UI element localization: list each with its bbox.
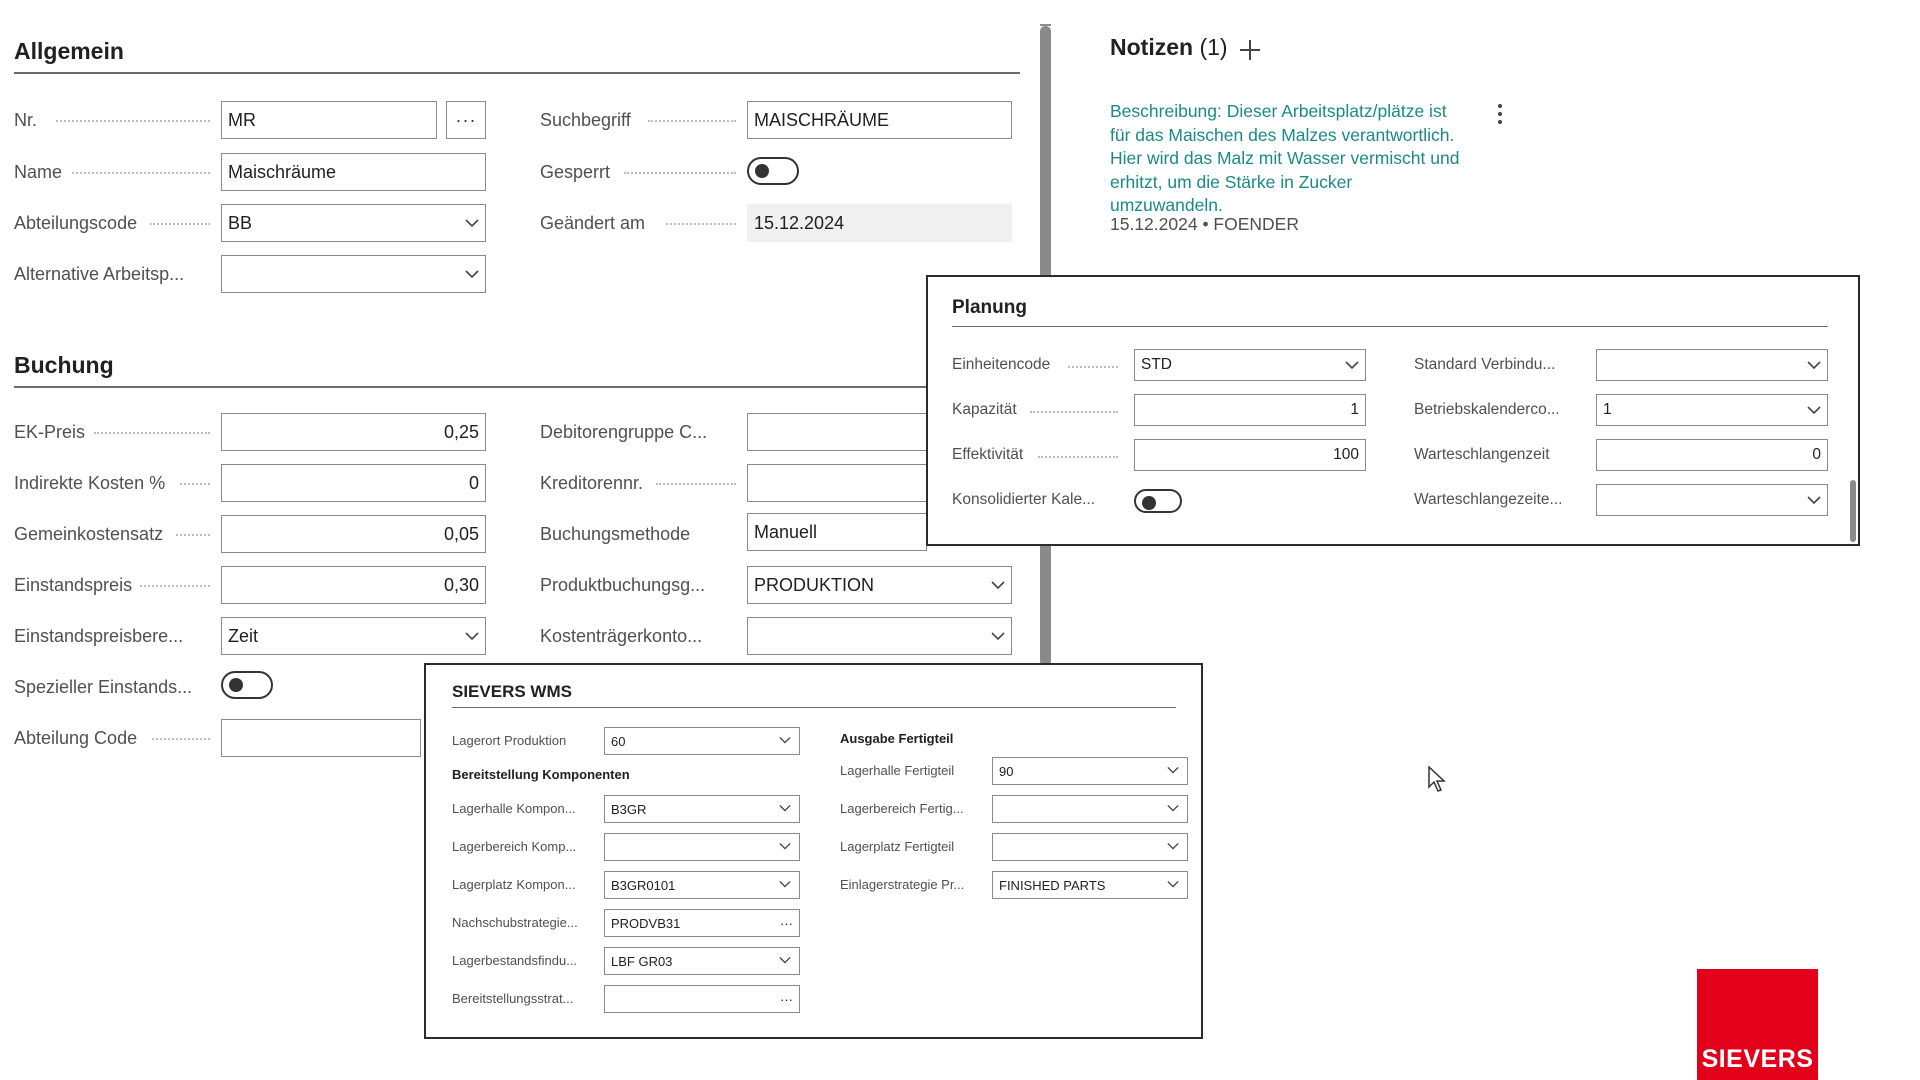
- abteilung-code-input[interactable]: [221, 719, 421, 757]
- bereitstellung-heading: Bereitstellung Komponenten: [452, 767, 630, 782]
- warteschlangenzeit-label: Warteschlangenzeit: [1414, 446, 1550, 463]
- standard-verbindung-label: Standard Verbindu...: [1414, 356, 1556, 373]
- note-text[interactable]: Beschreibung: Dieser Arbeitsplatz/plätze ist für das Maischen des Malzes verantwortlich. Hier wird das Malz mit Wasser vermischt und erhitzt, um die Stärke in Zucker umzuwandeln.: [1110, 101, 1460, 215]
- einstandspreisberechnung-select[interactable]: Zeit: [221, 617, 486, 655]
- nr-assist-button[interactable]: ···: [446, 101, 486, 139]
- name-input[interactable]: Maischräume: [221, 153, 486, 191]
- chevron-down-icon: [1807, 358, 1821, 372]
- chevron-down-icon: [779, 878, 793, 892]
- buchungsmethode-label: Buchungsmethode: [540, 524, 691, 544]
- leader-dots: [150, 223, 210, 225]
- leader-dots: [56, 120, 210, 122]
- leader-dots: [72, 172, 210, 174]
- abteilungscode-select[interactable]: BB: [221, 204, 486, 242]
- leader-dots: [656, 483, 736, 485]
- lagerplatz-komponenten-label: Lagerplatz Kompon...: [452, 877, 576, 892]
- panel-scrollbar[interactable]: [1850, 480, 1856, 542]
- assist-button[interactable]: ···: [780, 991, 793, 1007]
- nr-label: Nr.: [14, 110, 38, 130]
- kostentraegerkonto-label: Kostenträgerkonto...: [540, 626, 703, 646]
- kapazitaet-input[interactable]: 1: [1134, 394, 1366, 426]
- lagerplatz-fertigteil-select[interactable]: [992, 833, 1188, 861]
- lagerort-produktion-select[interactable]: 60: [604, 727, 800, 755]
- section-title-buchung[interactable]: Buchung: [14, 352, 114, 378]
- chevron-down-icon: [465, 629, 479, 643]
- lagerhalle-komponenten-select[interactable]: B3GR: [604, 795, 800, 823]
- kreditorennr-label: Kreditorennr.: [540, 473, 644, 493]
- leader-dots: [176, 534, 210, 536]
- abteilung-code-label: Abteilung Code: [14, 728, 138, 748]
- lagerplatz-komponenten-select[interactable]: B3GR0101: [604, 871, 800, 899]
- lagerplatz-fertigteil-label: Lagerplatz Fertigteil: [840, 839, 955, 854]
- kebab-icon[interactable]: [1496, 102, 1504, 126]
- leader-dots: [666, 223, 736, 225]
- plus-icon[interactable]: [1238, 38, 1262, 62]
- chevron-down-icon: [779, 954, 793, 968]
- nachschubstrategie-input[interactable]: PRODVB31 ···: [604, 909, 800, 937]
- debitorengruppe-label: Debitorengruppe C...: [540, 422, 708, 442]
- chevron-down-icon: [1167, 878, 1181, 892]
- chevron-down-icon: [991, 629, 1005, 643]
- cursor-icon: [1428, 766, 1446, 792]
- leader-dots: [648, 120, 736, 122]
- chevron-down-icon: [1807, 493, 1821, 507]
- leader-dots: [180, 483, 210, 485]
- alternative-arbeitsplatz-label: Alternative Arbeitsp...: [14, 264, 185, 284]
- indirekte-kosten-input[interactable]: 0: [221, 464, 486, 502]
- ekpreis-input[interactable]: 0,25: [221, 413, 486, 451]
- chevron-down-icon: [779, 734, 793, 748]
- lagerbereich-komponenten-select[interactable]: [604, 833, 800, 861]
- leader-dots: [140, 585, 210, 587]
- chevron-down-icon: [1167, 764, 1181, 778]
- leader-dots: [152, 738, 210, 740]
- sievers-logo: [1697, 969, 1818, 1080]
- spezieller-einstandspreis-toggle[interactable]: [221, 671, 273, 699]
- notes-count: (1): [1199, 34, 1228, 60]
- chevron-down-icon: [1167, 802, 1181, 816]
- gemeinkostensatz-input[interactable]: 0,05: [221, 515, 486, 553]
- einstandspreis-input[interactable]: 0,30: [221, 566, 486, 604]
- lagerhalle-komponenten-label: Lagerhalle Kompon...: [452, 801, 576, 816]
- planung-panel: [926, 275, 1860, 546]
- konsolidierter-kalender-label: Konsolidierter Kale...: [952, 491, 1096, 508]
- kapazitaet-label: Kapazität: [952, 401, 1017, 418]
- alternative-arbeitsplatz-select[interactable]: [221, 255, 486, 293]
- ekpreis-label: EK-Preis: [14, 422, 86, 442]
- produktbuchungsgruppe-label: Produktbuchungsg...: [540, 575, 706, 595]
- gesperrt-label: Gesperrt: [540, 162, 611, 182]
- buchungsmethode-select[interactable]: Manuell: [747, 513, 927, 551]
- effektivitaet-input[interactable]: 100: [1134, 439, 1366, 471]
- betriebskalendercode-select[interactable]: 1: [1596, 394, 1828, 426]
- section-title-allgemein[interactable]: Allgemein: [14, 38, 124, 64]
- betriebskalendercode-label: Betriebskalenderco...: [1414, 401, 1560, 418]
- gemeinkostensatz-label: Gemeinkostensatz: [14, 524, 164, 544]
- standard-verbindung-select[interactable]: [1596, 349, 1828, 381]
- section-divider: [952, 326, 1828, 327]
- leader-dots: [624, 172, 736, 174]
- debitorengruppe-input[interactable]: [747, 413, 927, 451]
- abteilungscode-label: Abteilungscode: [14, 213, 138, 233]
- einlagerstrategie-select[interactable]: FINISHED PARTS: [992, 871, 1188, 899]
- einstandspreis-label: Einstandspreis: [14, 575, 133, 595]
- spezieller-einstandspreis-label: Spezieller Einstands...: [14, 677, 193, 697]
- leader-dots: [1068, 366, 1118, 368]
- warteschlangezeiteinheit-label: Warteschlangezeite...: [1414, 491, 1563, 508]
- lagerbestandsfindung-select[interactable]: LBF GR03: [604, 947, 800, 975]
- gesperrt-toggle[interactable]: [747, 157, 799, 185]
- warteschlangenzeit-input[interactable]: 0: [1596, 439, 1828, 471]
- leader-dots: [94, 432, 210, 434]
- chevron-down-icon: [1345, 358, 1359, 372]
- einlagerstrategie-label: Einlagerstrategie Pr...: [840, 877, 965, 892]
- geaendert-value: 15.12.2024: [747, 204, 1012, 242]
- indirekte-kosten-label: Indirekte Kosten %: [14, 473, 166, 493]
- chevron-down-icon: [779, 840, 793, 854]
- nr-input[interactable]: MR: [221, 101, 437, 139]
- assist-button[interactable]: ···: [780, 915, 793, 931]
- einheitencode-select[interactable]: STD: [1134, 349, 1366, 381]
- section-divider: [452, 707, 1176, 708]
- chevron-down-icon: [779, 802, 793, 816]
- suchbegriff-label: Suchbegriff: [540, 110, 631, 130]
- einheitencode-label: Einheitencode: [952, 356, 1051, 373]
- lagerbereich-komponenten-label: Lagerbereich Komp...: [452, 839, 577, 854]
- leader-dots: [1030, 411, 1118, 413]
- lagerbestandsfindung-label: Lagerbestandsfindu...: [452, 953, 578, 968]
- nachschubstrategie-label: Nachschubstrategie...: [452, 915, 578, 930]
- lagerbereich-fertigteil-select[interactable]: [992, 795, 1188, 823]
- lagerhalle-fertigteil-label: Lagerhalle Fertigteil: [840, 763, 955, 778]
- chevron-down-icon: [465, 216, 479, 230]
- chevron-down-icon: [465, 267, 479, 281]
- einstandspreisberechnung-label: Einstandspreisbere...: [14, 626, 184, 646]
- kostentraegerkonto-select[interactable]: [747, 617, 1012, 655]
- produktbuchungsgruppe-select[interactable]: PRODUKTION: [747, 566, 1012, 604]
- chevron-down-icon: [991, 578, 1005, 592]
- chevron-down-icon: [1807, 403, 1821, 417]
- lagerbereich-fertigteil-label: Lagerbereich Fertig...: [840, 801, 964, 816]
- sievers-wms-panel: [424, 663, 1203, 1039]
- lagerort-produktion-label: Lagerort Produktion: [452, 733, 567, 748]
- section-divider: [14, 386, 1020, 388]
- name-label: Name: [14, 162, 63, 182]
- wms-title[interactable]: SIEVERS WMS: [452, 682, 572, 701]
- notes-title[interactable]: Notizen (1): [1110, 34, 1228, 60]
- warteschlangezeiteinheit-select[interactable]: [1596, 484, 1828, 516]
- leader-dots: [1038, 456, 1118, 458]
- section-divider: [14, 72, 1020, 74]
- suchbegriff-input[interactable]: MAISCHRÄUME: [747, 101, 1012, 139]
- kreditorennr-input[interactable]: [747, 464, 927, 502]
- geaendert-label: Geändert am: [540, 213, 646, 233]
- planung-title[interactable]: Planung: [952, 297, 1027, 318]
- note-meta: 15.12.2024 • FOENDER: [1110, 214, 1299, 234]
- chevron-down-icon: [1167, 840, 1181, 854]
- ausgabe-heading: Ausgabe Fertigteil: [840, 731, 954, 746]
- lagerhalle-fertigteil-select[interactable]: 90: [992, 757, 1188, 785]
- effektivitaet-label: Effektivität: [952, 446, 1024, 463]
- bereitstellungsstrategie-label: Bereitstellungsstrat...: [452, 991, 574, 1006]
- konsolidierter-kalender-toggle[interactable]: [1134, 489, 1182, 513]
- logo-text: SIEVERS: [1701, 1045, 1814, 1073]
- bereitstellungsstrategie-input[interactable]: [604, 985, 800, 1013]
